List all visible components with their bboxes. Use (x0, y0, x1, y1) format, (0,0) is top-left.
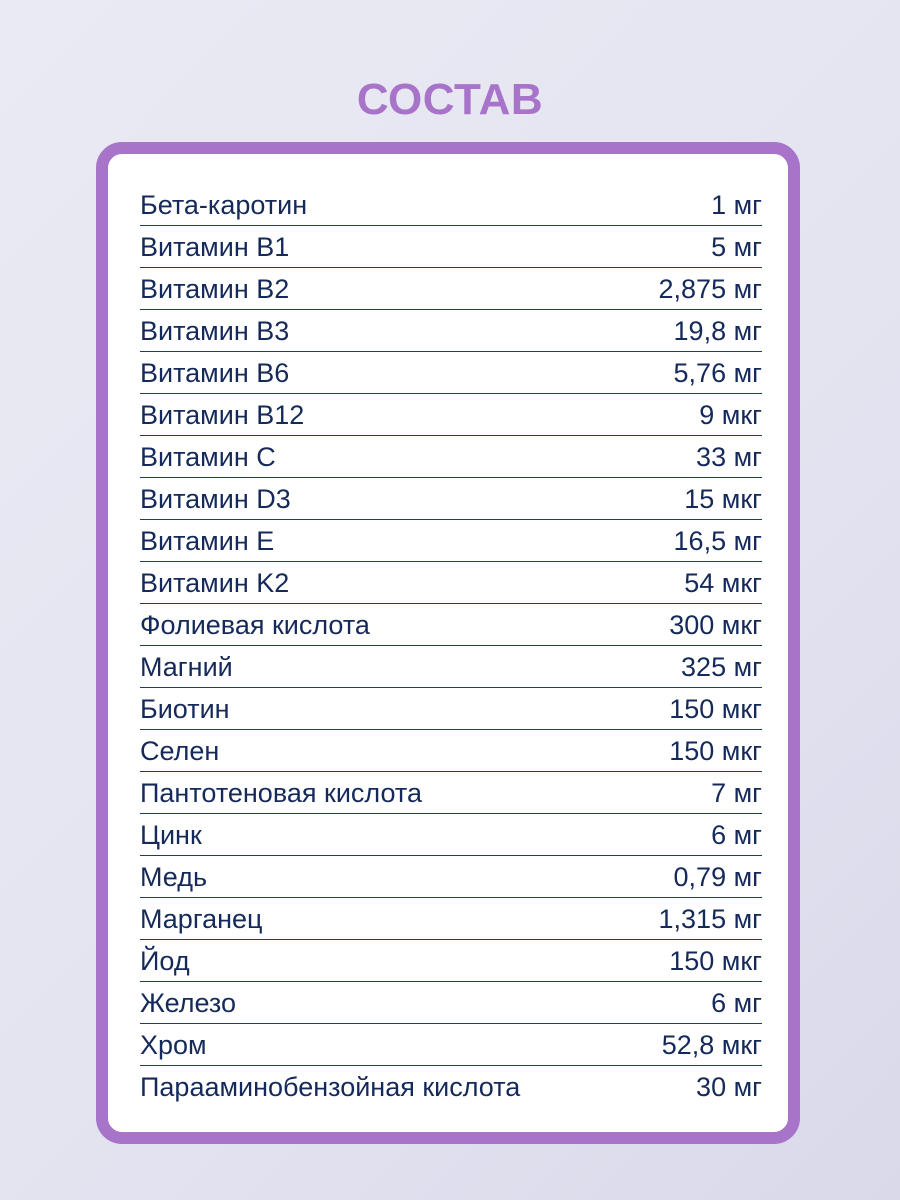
composition-row (140, 352, 762, 394)
composition-row (140, 772, 762, 814)
composition-list (140, 184, 762, 1108)
ingredient-amount: 54 мкг (684, 567, 762, 598)
composition-row (140, 268, 762, 310)
ingredient-amount: 1,315 мг (658, 903, 762, 934)
ingredient-name: Хром (140, 1029, 207, 1060)
composition-row (140, 226, 762, 268)
composition-row (140, 604, 762, 646)
ingredient-name: Магний (140, 651, 233, 682)
ingredient-amount: 6 мг (711, 819, 762, 850)
ingredient-amount: 150 мкг (669, 735, 762, 766)
ingredient-name: Парааминобензойная кислота (140, 1072, 521, 1102)
composition-row (140, 520, 762, 562)
composition-row (140, 940, 762, 982)
ingredient-name: Селен (140, 735, 220, 766)
ingredient-name: Витамин C (140, 441, 276, 472)
ingredient-amount: 9 мкг (699, 399, 762, 430)
composition-row (140, 1066, 762, 1108)
ingredient-name: Цинк (140, 819, 202, 850)
composition-row (140, 730, 762, 772)
ingredient-amount: 1 мг (711, 189, 762, 220)
ingredient-name: Биотин (140, 693, 230, 724)
ingredient-amount: 52,8 мкг (661, 1029, 762, 1060)
ingredient-amount: 7 мг (711, 777, 762, 808)
ingredient-amount: 150 мкг (669, 945, 762, 976)
ingredient-name: Витамин B3 (140, 315, 290, 346)
composition-row (140, 814, 762, 856)
ingredient-name: Медь (140, 861, 208, 892)
ingredient-amount: 19,8 мг (673, 315, 762, 346)
ingredient-name: Витамин B2 (140, 273, 290, 304)
page-title: СОСТАВ (356, 75, 544, 124)
composition-row (140, 646, 762, 688)
composition-row (140, 688, 762, 730)
ingredient-amount: 2,875 мг (658, 273, 762, 304)
composition-row (140, 1024, 762, 1066)
ingredient-name: Витамин B1 (140, 231, 290, 262)
ingredient-name: Йод (140, 945, 190, 976)
ingredient-name: Витамин B6 (140, 357, 290, 388)
ingredient-amount: 15 мкг (684, 483, 762, 514)
ingredient-amount: 5 мг (711, 231, 762, 262)
ingredient-amount: 150 мкг (669, 693, 762, 724)
composition-row (140, 394, 762, 436)
ingredient-name: Витамин B12 (140, 399, 305, 430)
composition-row (140, 856, 762, 898)
composition-row (140, 184, 762, 226)
ingredient-name: Бета-каротин (140, 189, 308, 220)
composition-row (140, 436, 762, 478)
ingredient-amount: 30 мг (696, 1072, 762, 1102)
ingredient-name: Витамин K2 (140, 567, 290, 598)
ingredient-amount: 33 мг (696, 441, 762, 472)
composition-row (140, 562, 762, 604)
ingredient-amount: 16,5 мг (673, 525, 762, 556)
ingredient-amount: 6 мг (711, 987, 762, 1018)
ingredient-amount: 5,76 мг (673, 357, 762, 388)
composition-row (140, 898, 762, 940)
ingredient-name: Витамин D3 (140, 483, 291, 514)
ingredient-name: Пантотеновая кислота (140, 777, 422, 808)
ingredient-name: Марганец (140, 903, 263, 934)
composition-row (140, 478, 762, 520)
ingredient-name: Витамин E (140, 525, 275, 556)
ingredient-amount: 0,79 мг (673, 861, 762, 892)
composition-row (140, 982, 762, 1024)
ingredient-amount: 300 мкг (669, 609, 762, 640)
ingredient-name: Железо (140, 987, 236, 1018)
ingredient-name: Фолиевая кислота (140, 609, 370, 640)
composition-card (96, 142, 800, 1144)
ingredient-amount: 325 мг (681, 651, 762, 682)
composition-row (140, 310, 762, 352)
